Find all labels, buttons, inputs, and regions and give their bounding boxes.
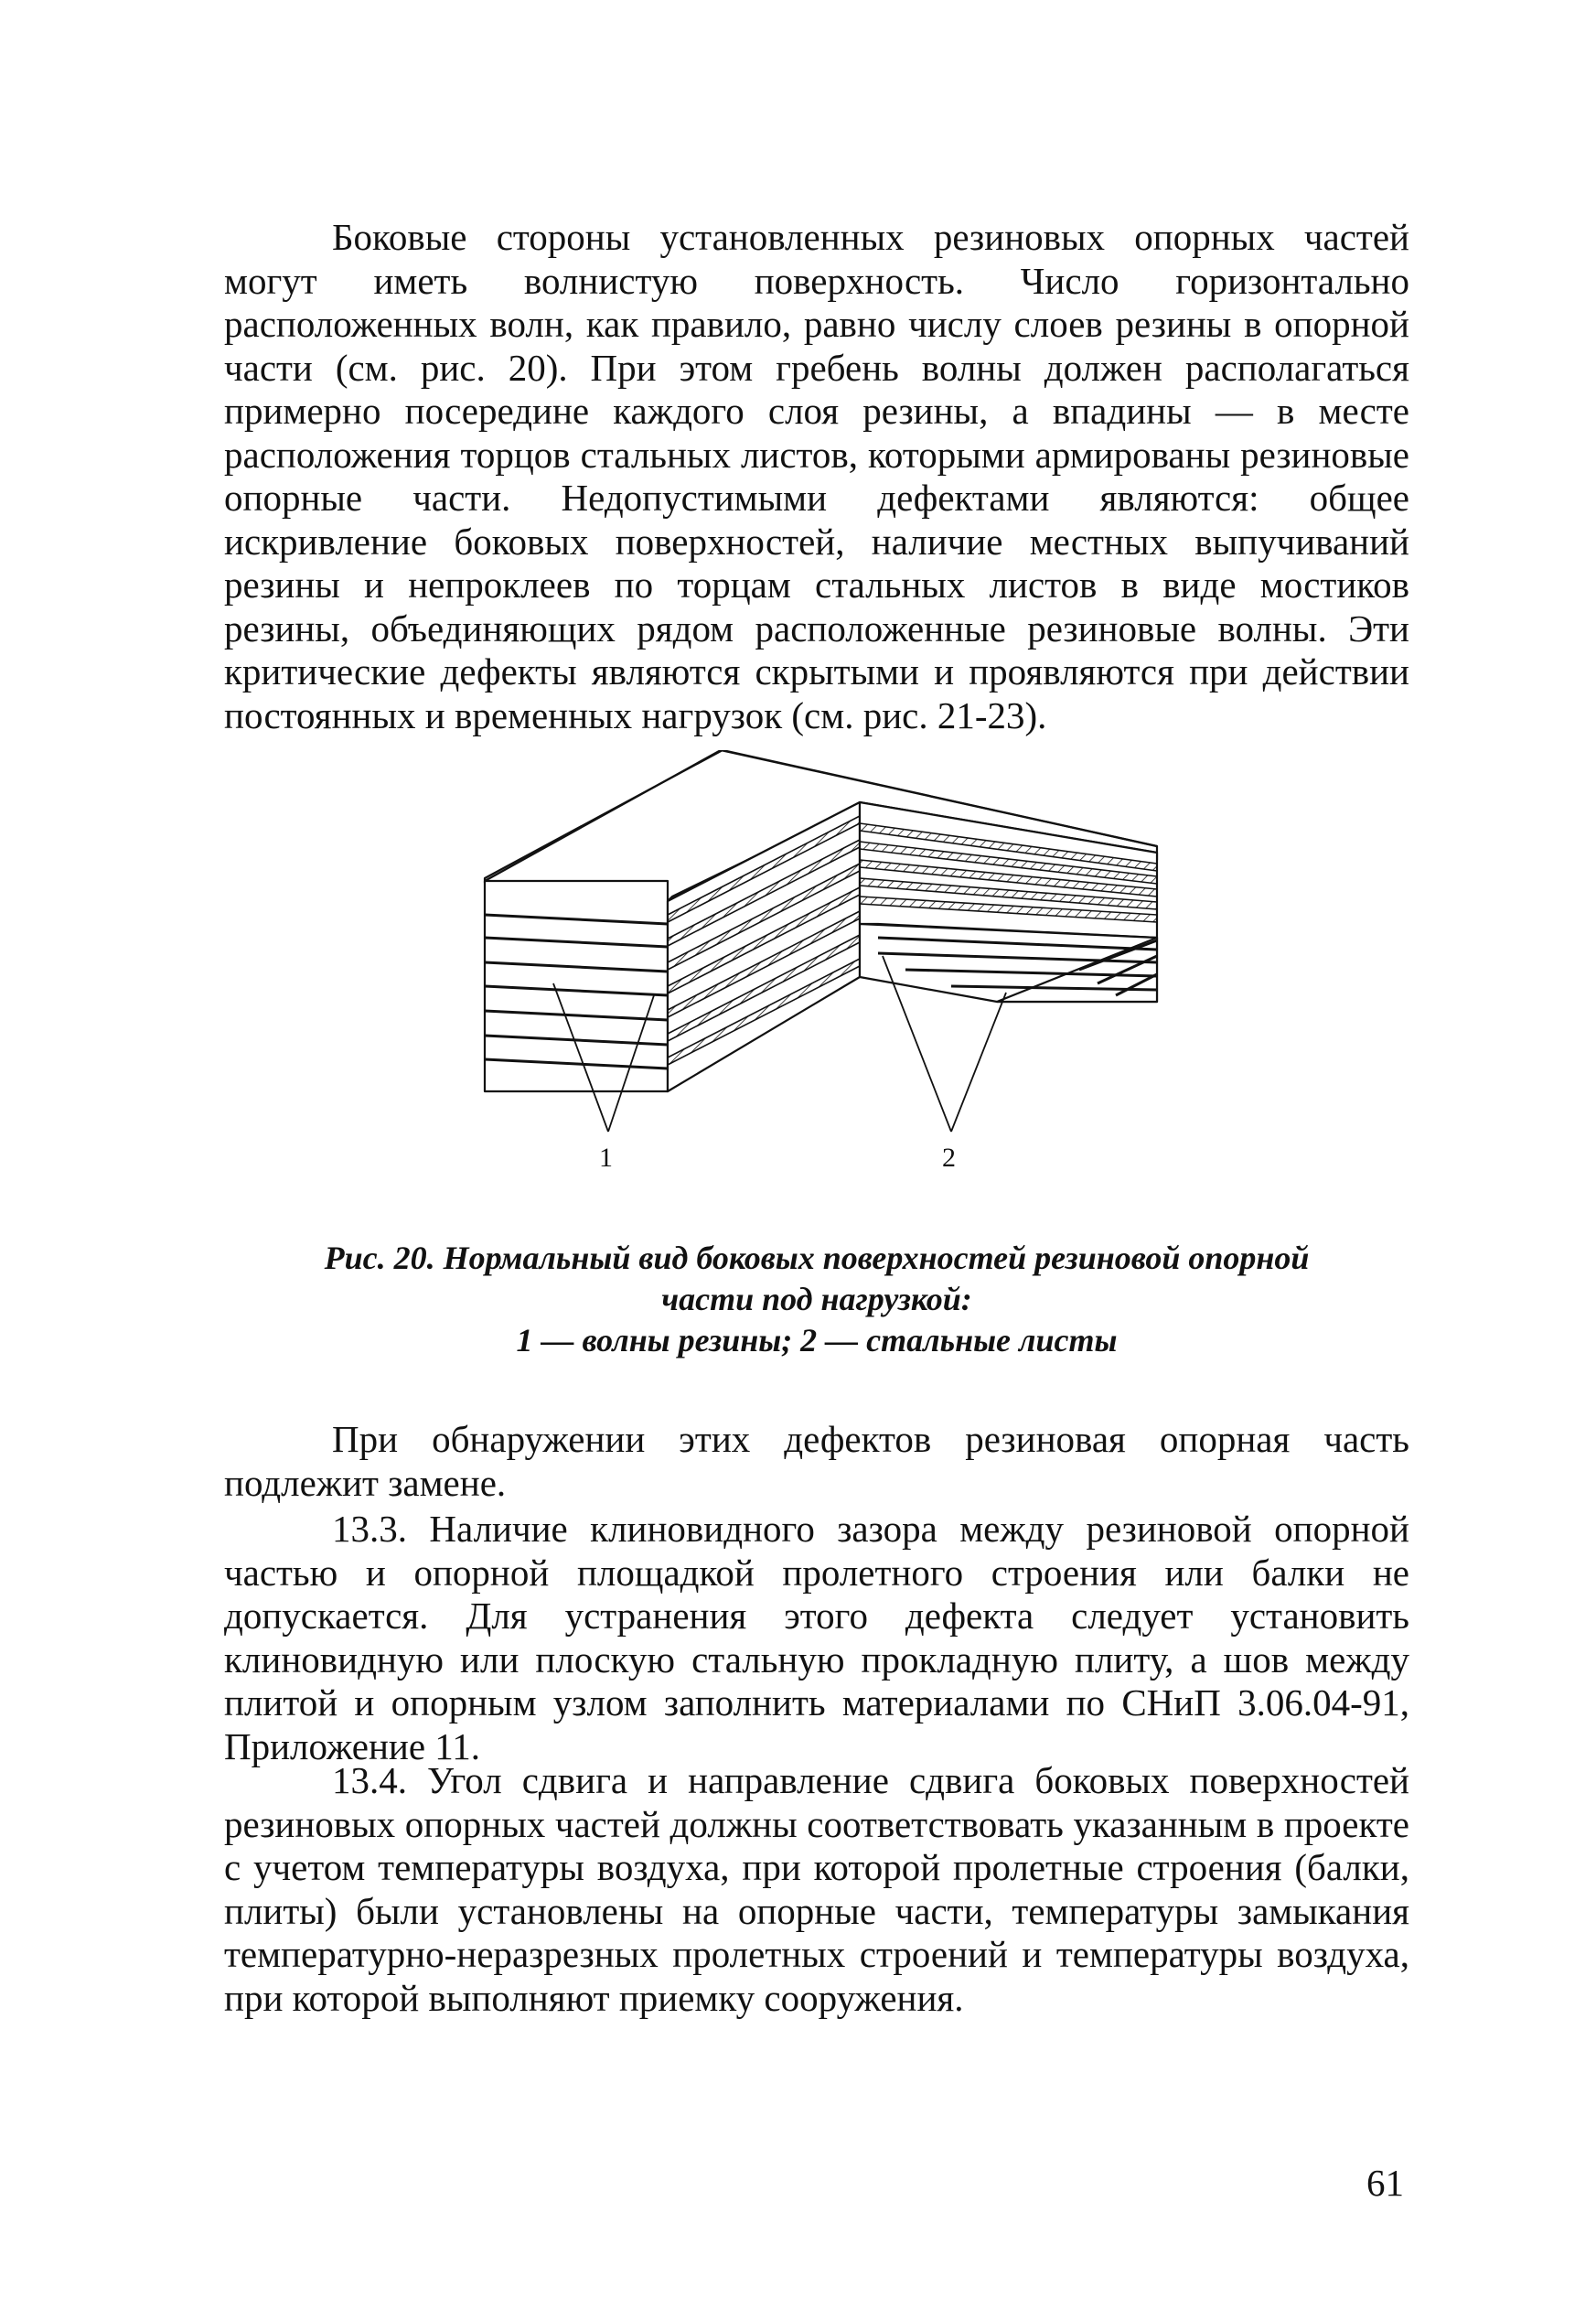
page-number: 61 <box>1366 2162 1404 2204</box>
paragraph-13-3: 13.3. Наличие клиновидного зазора между резиновой опорной частью и опорной площадкой пролетного строения или балки не допускается. Для устранения этого дефекта следует установить клиновидную или плоскую стальную прокладную плиту, а шов между плитой и опорным узлом заполнить материалами по СНиП 3.06.04-91, Приложение 11. <box>224 1508 1409 1767</box>
paragraph-side-surfaces: Боковые стороны установленных резиновых опорных частей могут иметь волнистую поверхность. Число горизонтально расположенных волн, как правило, равно числу слоев резины в опорной части (см. рис. 20). При этом гребень волны должен располагаться примерно посередине каждого слоя резины, а впадины — в месте расположения торцов стальных листов, которыми армированы резиновые опорные части. Недопустимыми дефектами являются: общее искривление боковых поверхностей, наличие местных выпучиваний резины и непроклеев по торцам стальных листов в виде мостиков резины, объединяющих рядом расположенные резиновые волны. Эти критические дефекты являются скрытыми и проявляются при действии постоянных и временных нагрузок (см. рис. 21-23). <box>224 216 1409 736</box>
paragraph-13-4: 13.4. Угол сдвига и направление сдвига боковых поверхностей резиновых опорных частей должны соответствовать указанным в проекте с учетом температуры воздуха, при которой пролетные строения (балки, плиты) были установлены на опорные части, температуры замыкания температурно-неразрезных пролетных строений и температуры воздуха, при которой выполняют приемку сооружения. <box>224 1759 1409 2019</box>
bearing-drawing <box>485 750 1157 1132</box>
figure-label-2: 2 <box>942 1143 956 1173</box>
figure-caption <box>224 1238 1409 1361</box>
caption-line-2: части под нагрузкой: <box>661 1281 972 1317</box>
figure-label-1: 1 <box>599 1143 613 1173</box>
caption-line-3: 1 — волны резины; 2 — стальные листы <box>516 1322 1118 1358</box>
paragraph-replacement: При обнаружении этих дефектов резиновая опорная часть подлежит замене. <box>224 1418 1409 1504</box>
bearing-figure <box>476 750 1171 1208</box>
caption-line-1: Рис. 20. Нормальный вид боковых поверхностей резиновой опорной <box>324 1240 1310 1276</box>
